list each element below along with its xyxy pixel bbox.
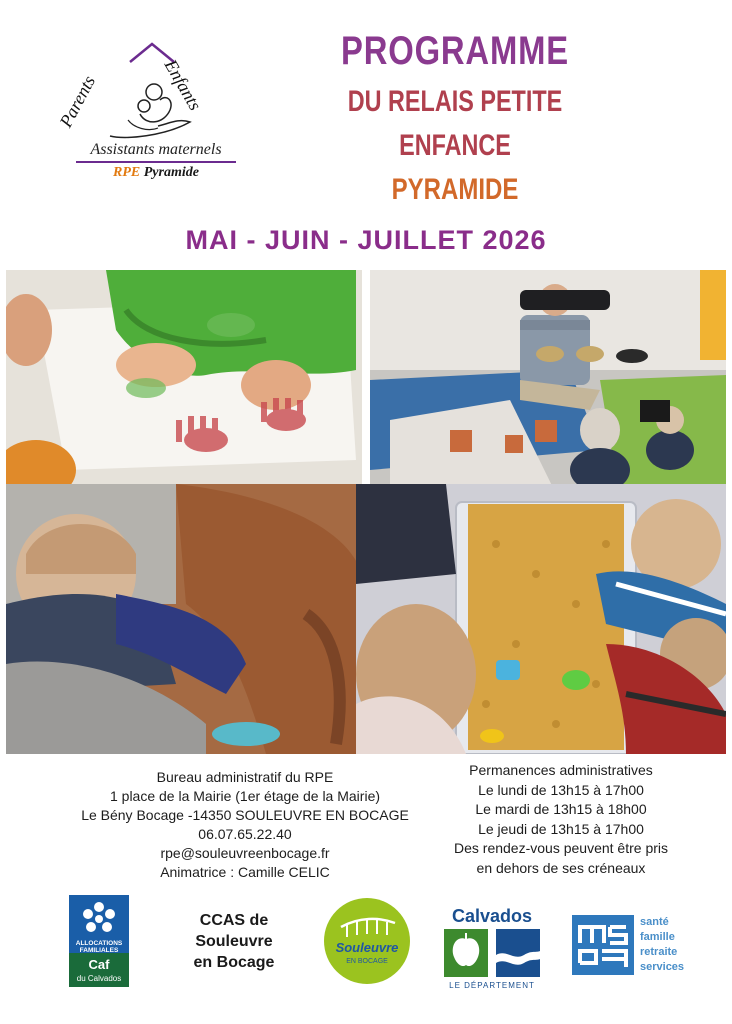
msa-line3: retraite [640,946,678,958]
hours-thursday: Le jeudi de 13h15 à 17h00 [478,820,644,837]
msa-text [640,915,684,975]
souleuvre-en-bocage-logo [323,897,411,985]
ccas-logo-text [186,910,282,973]
page-title [290,22,620,212]
caf-line2: FAMILIALES [79,947,119,954]
photo-hand-painting [6,270,362,502]
office-animatrice: Animatrice : Camille CELIC [160,864,330,880]
msa-line2: famille [640,931,675,943]
office-address-line1: 1 place de la Mairie (1er étage de la Mairie) [109,788,381,804]
logo-rpe-name: Pyramide [143,165,199,180]
photo-child-with-goat [6,484,362,754]
ccas-line3: en Bocage [193,954,275,971]
hours-monday: Le lundi de 13h15 à 17h00 [478,781,644,798]
logo-parents-text: Parents [55,72,100,131]
parent-child-hands-icon [70,40,240,150]
msa-mark-icon [572,915,634,975]
caf-line4: du Calvados [76,974,122,983]
souleuvre-line2: EN BOCAGE [346,958,388,965]
caf-line3: Caf [88,957,110,972]
souleuvre-line1: Souleuvre [335,940,399,955]
period-heading: MAI - JUIN - JUILLET 2026 [185,225,547,255]
msa-line4: services [640,961,685,973]
calvados-departement-logo [440,905,544,991]
ccas-line2: Souleuvre [195,933,273,950]
hours-tuesday: Le mardi de 13h15 à 18h00 [475,801,647,817]
logo-enfants-text: Enfants [160,56,206,114]
photo-music-activity [370,270,726,502]
calvados-title: Calvados [451,906,533,926]
office-address-line2: Le Bény Bocage -14350 SOULEUVRE EN BOCAGE [81,807,409,823]
office-title: Bureau administratif du RPE [156,769,334,785]
hours-note-line1: Des rendez-vous peuvent être pris [454,840,668,856]
photo-pasta-sensory-play [356,484,726,754]
caf-line1: ALLOCATIONS [75,940,123,947]
msa-line1: santé [640,916,669,928]
logo-rpe-prefix: RPE [113,165,141,180]
office-address-block [60,768,430,882]
office-phone[interactable]: 06.07.65.22.40 [198,826,292,842]
title-line-relais: DU RELAIS PETITE ENFANCE [347,85,563,162]
calvados-sub: LE DÉPARTEMENT [449,981,535,990]
msa-logo [572,915,706,975]
logo-assistants-text: Assistants maternels [76,141,236,163]
office-hours-block [436,761,686,878]
ccas-line1: CCAS de [199,912,269,929]
hours-title: Permanences administratives [469,762,653,778]
rpe-pyramide-logo [55,40,240,190]
title-line-programme: PROGRAMME [341,29,569,73]
logo-rpe-text [76,165,236,181]
office-email-link[interactable]: rpe@souleuvreenbocage.fr [160,845,330,861]
hours-note-line2: en dehors de ses créneaux [476,859,646,876]
title-line-pyramide: PYRAMIDE [391,173,519,206]
caf-calvados-logo [69,895,129,987]
